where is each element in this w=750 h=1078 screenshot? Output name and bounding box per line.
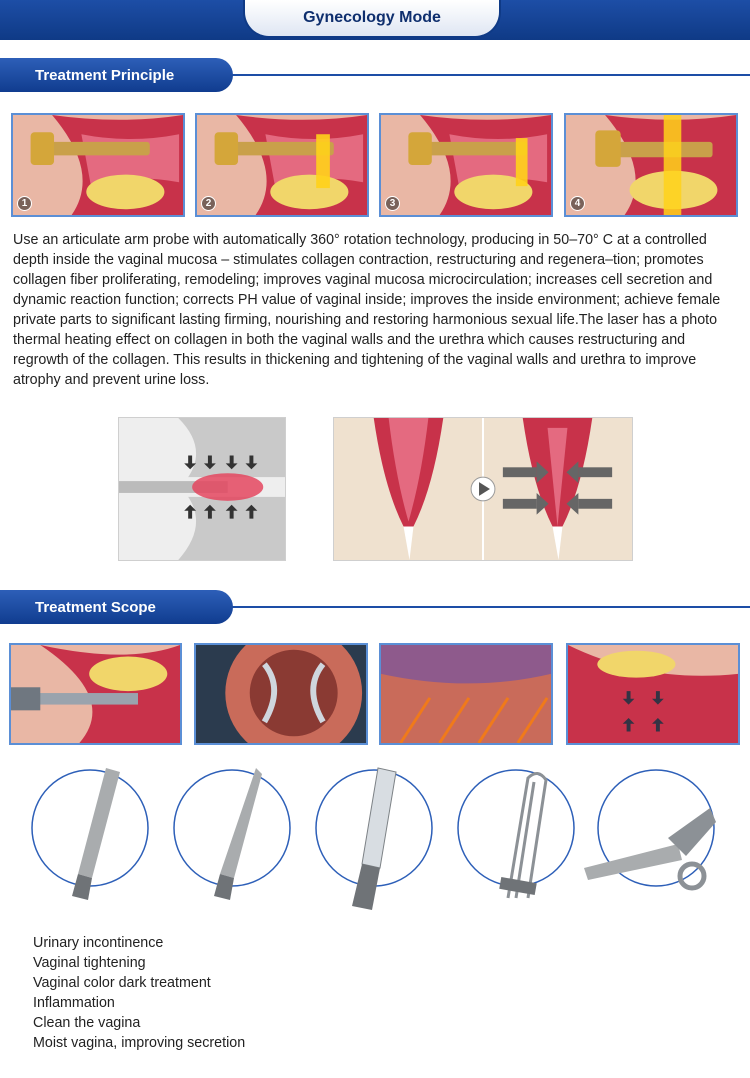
probe-cross-section-diagram	[118, 417, 286, 561]
step-number: 2	[201, 196, 216, 211]
straight-probe-head	[32, 768, 150, 918]
page-title-tab	[243, 0, 501, 38]
list-item: Clean the vagina	[33, 1015, 141, 1031]
step-number: 1	[17, 196, 32, 211]
step-number: 3	[385, 196, 400, 211]
step-2-illustration	[195, 113, 369, 217]
step-1-illustration	[11, 113, 185, 217]
speculum-tool	[598, 768, 716, 918]
list-item: Inflammation	[33, 995, 115, 1011]
principle-heading: Treatment Principle	[35, 66, 175, 84]
step-3-illustration	[379, 113, 553, 217]
scope-image-wall-tightening	[566, 643, 740, 745]
wire-cage-probe-head	[458, 768, 576, 918]
principle-heading-pill	[0, 58, 233, 92]
angled-probe-head	[174, 768, 292, 918]
treatment-scope-list	[33, 933, 245, 1053]
page-title: Gynecology Mode	[303, 9, 441, 26]
step-number: 4	[570, 196, 585, 211]
scope-image-probe-insertion	[9, 643, 182, 745]
glass-probe-head	[316, 768, 434, 918]
list-item: Urinary incontinence	[33, 935, 164, 951]
list-item: Vaginal tightening	[33, 955, 146, 971]
list-item: Vaginal color dark treatment	[33, 975, 211, 991]
scope-heading-pill	[0, 590, 233, 624]
vaginal-tightening-before-after-diagram	[333, 417, 633, 561]
list-item: Moist vagina, improving secretion	[33, 1035, 246, 1051]
step-4-illustration	[564, 113, 738, 217]
scope-heading: Treatment Scope	[35, 598, 156, 616]
scope-image-mucosa-tissue	[379, 643, 553, 745]
principle-description: Use an articulate arm probe with automatically 360° rotation technology, producing in 50–70° C at a controlled depth inside the vaginal mucosa – stimulates collagen contraction, restructuring and regenera–tion; promotes collagen fiber proliferating, remodeling; improves vaginal mucosa microcirculation; increases cell secretion and dynamic reaction function; corrects PH value of vaginal inside; improves the inside environment; achieve female private parts to significant lasting firming, nourishing and restoring harmonious sexual life.The laser has a photo thermal heating effect on collagen in both the vaginal walls and the urethra which causes restructuring and regrowth of the collagen. This results in thickening and tightening of the vaginal walls and urethra to improve atrophy and prevent urine loss.	[13, 232, 721, 388]
scope-image-canal-interior	[194, 643, 368, 745]
